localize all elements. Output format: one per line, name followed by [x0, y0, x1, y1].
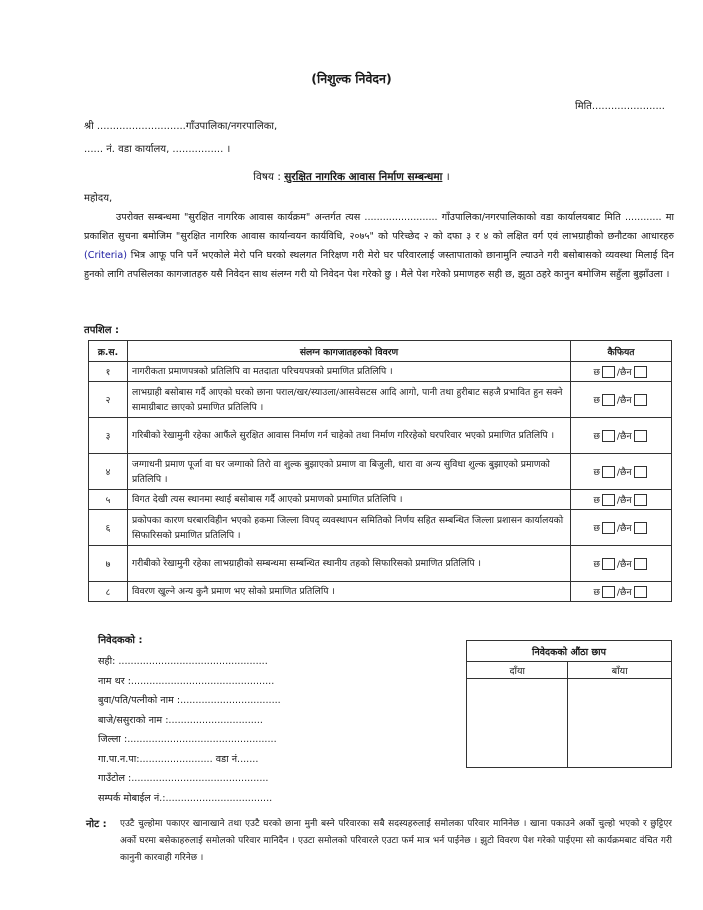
body-paragraph	[84, 208, 674, 284]
tapashil-heading: तपशिल :	[84, 325, 120, 336]
no-checkbox[interactable]	[634, 558, 647, 570]
yes-checkbox[interactable]	[602, 586, 615, 598]
table-row	[89, 490, 672, 510]
applicant-field[interactable]: सम्पर्क मोबाईल नं.:...................................	[98, 792, 273, 804]
col-header-desc: संलग्न कागजातहरुको विवरण	[128, 341, 571, 362]
row-remarks	[571, 382, 672, 418]
no-checkbox[interactable]	[634, 522, 647, 534]
date-field: मिति.......................	[575, 101, 665, 112]
applicant-heading: निवेदकको :	[98, 635, 143, 646]
yes-checkbox[interactable]	[602, 430, 615, 442]
row-desc: गरिबीको रेखामुनी रहेका आफैंले सुरक्षित आवास निर्माण गर्न चाहेको तथा निर्माण गरिरहेको घरपरिवार भएको प्रमाणित प्रतिलिपि ।	[128, 418, 571, 454]
yes-checkbox[interactable]	[602, 522, 615, 534]
no-label: /छैन	[616, 394, 632, 406]
applicant-field[interactable]: बुवा/पति/पत्नीको नाम :.................................	[98, 695, 281, 706]
no-label: /छैन	[616, 430, 632, 442]
applicant-field[interactable]: नाम थर :...............................................	[98, 675, 275, 687]
row-remarks	[571, 418, 672, 454]
thumb-left-label: बाँया	[568, 662, 672, 679]
row-sn: १	[89, 362, 128, 382]
col-header-sn: क्र.स.	[89, 341, 128, 362]
criteria-text: (Criteria)	[84, 250, 127, 261]
no-label: /छैन	[616, 494, 632, 506]
table-row	[89, 362, 672, 382]
table-row	[89, 418, 672, 454]
note-text: एउटै चुल्होमा पकाएर खानाखाने तथा एउटै घरको छाना मुनी बस्ने परिवारका सबै सदस्यहरुलाई समोलका परिवार मानिनेछ । खाना पकाउने अर्को चुल्हो भएको र छुट्टिएर अर्को घरमा बसेकाहरुलाई समोलको परिवार मानिदैन । एउटा समोलको परिवारले एउटा फर्म मात्र भर्न पाईनेछ । झुटो विवरण पेश गरेको पाईएमा सो कार्यक्रमबाट वंचित गरी कानुनी कारवाही गरिनेछ ।	[120, 819, 672, 863]
yes-checkbox[interactable]	[602, 394, 615, 406]
no-label: /छैन	[616, 466, 632, 478]
address-line-1: श्री ............................गाँउपालिका/नगरपालिका,	[84, 121, 278, 132]
row-desc: लाभग्राही बसोबास गर्दै आएको घरको छाना पराल/खर/स्याउला/आसवेसटस आदि आगो, पानी तथा हुरीबाट सहजै प्रभावित हुन सक्ने सामाग्रीबाट छाएको प्रमाणित प्रतिलिपि ।	[128, 382, 571, 418]
thumb-right-area	[467, 679, 568, 768]
no-label: /छैन	[616, 586, 632, 598]
subject-text: सुरक्षित नागरिक आवास निर्माण सम्बन्धमा	[284, 171, 443, 183]
no-checkbox[interactable]	[634, 586, 647, 598]
applicant-field[interactable]: जिल्ला :.................................................	[98, 734, 277, 745]
no-checkbox[interactable]	[634, 366, 647, 378]
row-desc: विगत देखी त्यस स्थानमा स्थाई बसोबास गर्दै आएको प्रमाणको प्रमाणित प्रतिलिपि ।	[128, 490, 571, 510]
form-title: (निशुल्क निवेदन)	[311, 71, 392, 86]
table-row	[89, 582, 672, 602]
body-part-2: भित्र आफू पनि पर्ने भएकोले मेरो पनि घरको स्थलगत निरिक्षण गरी मेरो घर परिवारलाई जस्तापाताको छानामुनि ल्याउने गरी बसोबासको व्यवस्था मिलाई दिन हुनको लागि तपसिलका कागजातहरु यसै निवेदन साथ संलग्न गरी यो निवेदन पेश गरेको छु । मैले पेश गरेको प्रमाणहरु सही छ, झुठा ठहरे कानुन बमोजिम सहुँला बुझाँउला ।	[84, 250, 674, 280]
note-label: नोट :	[86, 819, 107, 830]
row-remarks	[571, 510, 672, 546]
yes-label: छ	[593, 522, 600, 534]
yes-label: छ	[593, 558, 600, 570]
yes-label: छ	[593, 466, 600, 478]
yes-label: छ	[593, 586, 600, 598]
row-sn: ६	[89, 510, 128, 546]
row-remarks	[571, 490, 672, 510]
thumbprint-box	[466, 640, 672, 768]
salutation: महोदय,	[84, 193, 113, 204]
row-desc: जग्गाधनी प्रमाण पूर्जा वा घर जग्गाको तिरो वा शुल्क बुझाएको प्रमाण वा बिजुली, धारा वा अन्य सुविधा शुल्क बुझाएको प्रमाणको प्रतिलिपि ।	[128, 454, 571, 490]
yes-checkbox[interactable]	[602, 466, 615, 478]
yes-checkbox[interactable]	[602, 494, 615, 506]
no-checkbox[interactable]	[634, 466, 647, 478]
no-checkbox[interactable]	[634, 394, 647, 406]
thumbprint-title: निवेदकको औंठा छाप	[467, 641, 672, 662]
subject-label: विषय :	[253, 171, 281, 183]
row-sn: २	[89, 382, 128, 418]
no-label: /छैन	[616, 558, 632, 570]
subject-line	[0, 170, 703, 184]
row-desc: गरीबीको रेखामुनी रहेका लाभग्राहीको सम्बन्धमा सम्बन्धित स्थानीय तहको सिफारिसको प्रमाणित प्रतिलिपि ।	[128, 546, 571, 582]
table-row	[89, 454, 672, 490]
thumb-left-area	[568, 679, 672, 768]
row-desc: प्रकोपका कारण घरबारविहीन भएको हकमा जिल्ला विपद् व्यवस्थापन समितिको निर्णय सहित सम्बन्धित जिल्ला प्रशासन कार्यालयको सिफारिसको प्रमाणित प्रतिलिपि ।	[128, 510, 571, 546]
row-desc: विवरण खुल्ने अन्य कुनै प्रमाण भए सोको प्रमाणित प्रतिलिपि ।	[128, 582, 571, 602]
row-desc: नागरीकता प्रमाणपत्रको प्रतिलिपि वा मतदाता परिचयपत्रको प्रमाणित प्रतिलिपि ।	[128, 362, 571, 382]
no-checkbox[interactable]	[634, 430, 647, 442]
col-header-remarks: कैफियत	[571, 341, 672, 362]
table-row	[89, 510, 672, 546]
no-label: /छैन	[616, 522, 632, 534]
thumb-right-label: दाँया	[467, 662, 568, 679]
row-sn: ५	[89, 490, 128, 510]
yes-label: छ	[593, 430, 600, 442]
applicant-field[interactable]: सही: .................................................	[98, 656, 268, 667]
no-label: /छैन	[616, 366, 632, 378]
applicant-field[interactable]: गा.पा.न.पा:........................ वडा नं.......	[98, 753, 259, 765]
yes-label: छ	[593, 394, 600, 406]
row-remarks	[571, 582, 672, 602]
yes-checkbox[interactable]	[602, 366, 615, 378]
no-checkbox[interactable]	[634, 494, 647, 506]
applicant-field[interactable]: गाउँटोल :.............................................	[98, 773, 269, 784]
subject-end: ।	[445, 171, 450, 183]
row-sn: ४	[89, 454, 128, 490]
body-part-1: उपरोक्त सम्बन्धमा "सुरक्षित नागरिक आवास कार्यक्रम" अन्तर्गत त्यस ........................ गाँउपालिका/नगरपालिकाको वडा कार्यालयबाट मिति ............ मा प्रकाशित सुचना बमोजिम "सुरक्षित नागरिक आवास कार्यान्वयन कार्यविधि, २०७५" को परिच्छेद २ को दफा ३ र ४ को लक्षित वर्ग एवं लाभग्राहीको छनौटका आधारहरु	[84, 212, 674, 242]
row-remarks	[571, 546, 672, 582]
row-remarks	[571, 454, 672, 490]
row-sn: ३	[89, 418, 128, 454]
address-line-2: ...... नं. वडा कार्यालय, ................ ।	[84, 144, 231, 155]
applicant-field[interactable]: बाजे/ससुराको नाम :...............................	[98, 714, 263, 726]
table-row	[89, 546, 672, 582]
row-sn: ८	[89, 582, 128, 602]
yes-label: छ	[593, 366, 600, 378]
table-row	[89, 382, 672, 418]
yes-checkbox[interactable]	[602, 558, 615, 570]
row-sn: ७	[89, 546, 128, 582]
table-header-row	[89, 341, 672, 362]
yes-label: छ	[593, 494, 600, 506]
row-remarks	[571, 362, 672, 382]
documents-table	[88, 340, 672, 602]
